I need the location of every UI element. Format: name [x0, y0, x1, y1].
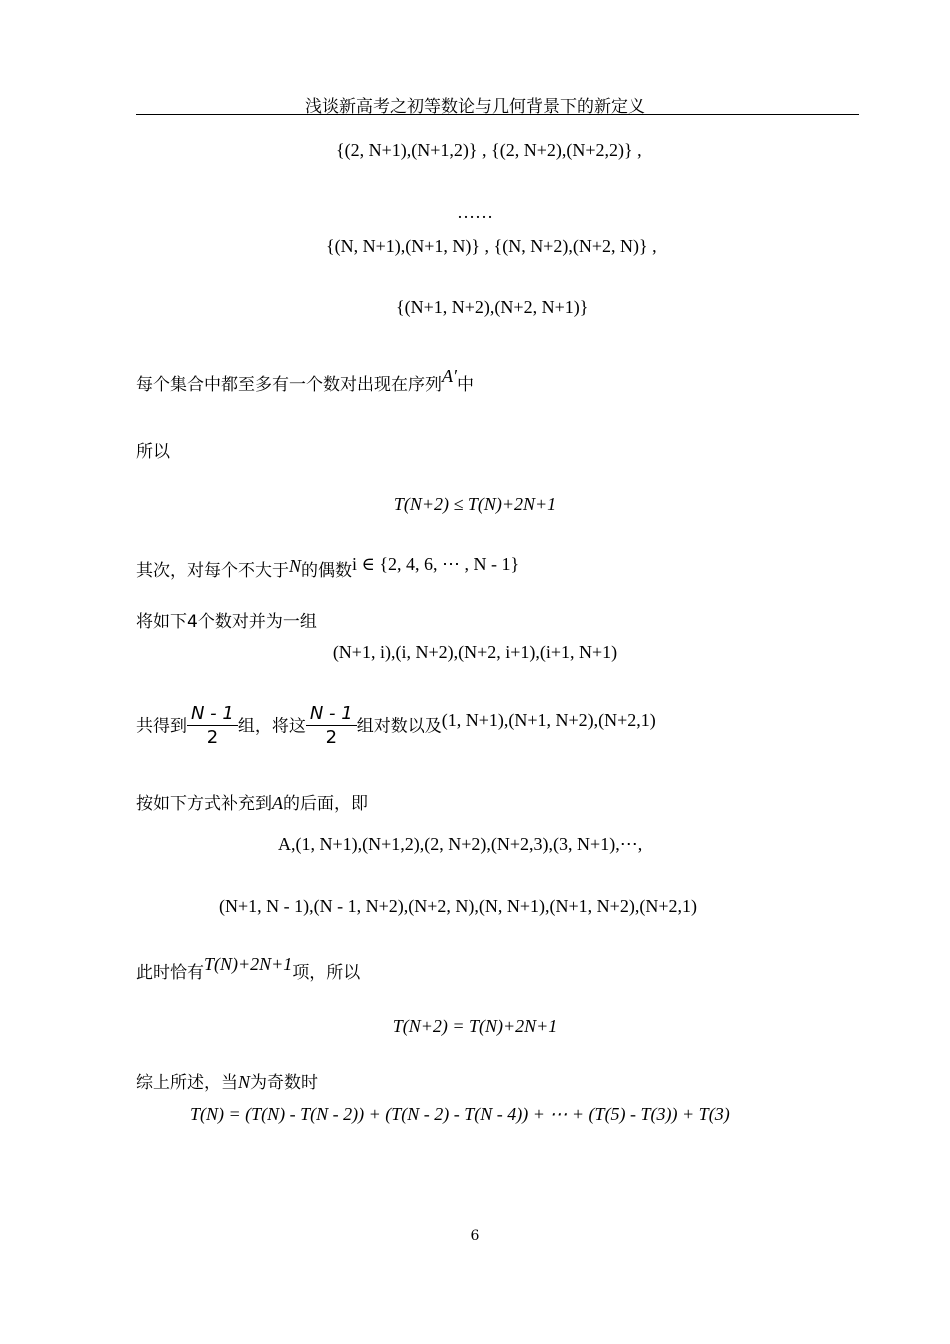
page-number: 6: [470, 1228, 480, 1244]
page-header-title: 浅谈新高考之初等数论与几何背景下的新定义: [305, 97, 645, 117]
fraction-1-denominator: 2: [206, 727, 219, 748]
paragraph-7-a: 此时恰有: [136, 963, 204, 983]
fraction-2-denominator: 2: [325, 727, 338, 748]
inequality: T(N+2) ≤ T(N)+2N+1: [393, 494, 557, 514]
sequence-line-2: (N+1, N - 1),(N - 1, N+2),(N+2, N),(N, N+1),(N+1, N+2),(N+2,1): [219, 896, 697, 916]
symbol-a: A: [272, 793, 283, 813]
paragraph-8-a: 综上所述，当: [136, 1073, 238, 1093]
paragraph-6: [136, 789, 368, 814]
sequence-line-1: A,(1, N+1),(N+1,2),(2, N+2),(N+2,3),(3, N+1),⋯,: [278, 834, 643, 854]
fraction-1-numerator: N - 1: [187, 703, 238, 726]
fraction-2: [306, 703, 357, 750]
paragraph-2: 所以: [136, 442, 170, 462]
paragraph-6-b: 的后面，即: [283, 794, 368, 814]
pairs-group: (N+1, i),(i, N+2),(N+2, i+1),(i+1, N+1): [332, 642, 618, 662]
paragraph-8-b: 为奇数时: [250, 1073, 319, 1093]
set-line-1: {(2, N+1),(N+1,2)} , {(2, N+2),(N+2,2)} ,: [336, 140, 642, 160]
paragraph-3-mid: 的偶数: [301, 561, 353, 581]
paragraph-5-a: 共得到: [136, 716, 187, 737]
even-set: i ∈ {2, 4, 6, ⋯ , N - 1}: [352, 554, 520, 574]
paragraph-1-end: 中: [456, 375, 474, 395]
paragraph-5-c: 组对数以及: [356, 716, 442, 737]
equation: T(N+2) = T(N)+2N+1: [392, 1016, 558, 1036]
symbol-n: N: [289, 556, 302, 576]
header-rule: [136, 114, 859, 115]
paragraph-5: [136, 703, 656, 750]
paragraph-6-a: 按如下方式补充到: [136, 794, 272, 814]
extra-pairs: (1, N+1),(N+1, N+2),(N+2,1): [441, 709, 656, 730]
paragraph-1: [136, 366, 474, 395]
telescoping-sum: T(N) = (T(N) - T(N - 2)) + (T(N - 2) - T(N - 4)) + ⋯ + (T(5) - T(3)) + T(3): [190, 1104, 730, 1124]
ellipsis: ……: [457, 202, 493, 222]
symbol-a-prime: A′: [442, 366, 457, 386]
paragraph-5-b: 组，将这: [237, 716, 306, 737]
paragraph-7: [136, 954, 361, 983]
fraction-1: [187, 703, 238, 750]
paragraph-8: [136, 1068, 318, 1093]
paragraph-4: 将如下4个数对并为一组: [136, 612, 317, 632]
symbol-n-2: N: [238, 1072, 251, 1092]
set-line-2: {(N, N+1),(N+1, N)} , {(N, N+2),(N+2, N)} ,: [326, 236, 657, 256]
term-count-expression: T(N)+2N+1: [204, 954, 293, 974]
fraction-2-numerator: N - 1: [306, 703, 357, 726]
paragraph-7-b: 项，所以: [292, 963, 361, 983]
set-line-3: {(N+1, N+2),(N+2, N+1)}: [396, 297, 589, 317]
paragraph-3-text: 其次，对每个不大于: [136, 561, 289, 581]
paragraph-3: [136, 556, 519, 581]
paragraph-1-text: 每个集合中都至多有一个数对出现在序列: [136, 375, 442, 395]
